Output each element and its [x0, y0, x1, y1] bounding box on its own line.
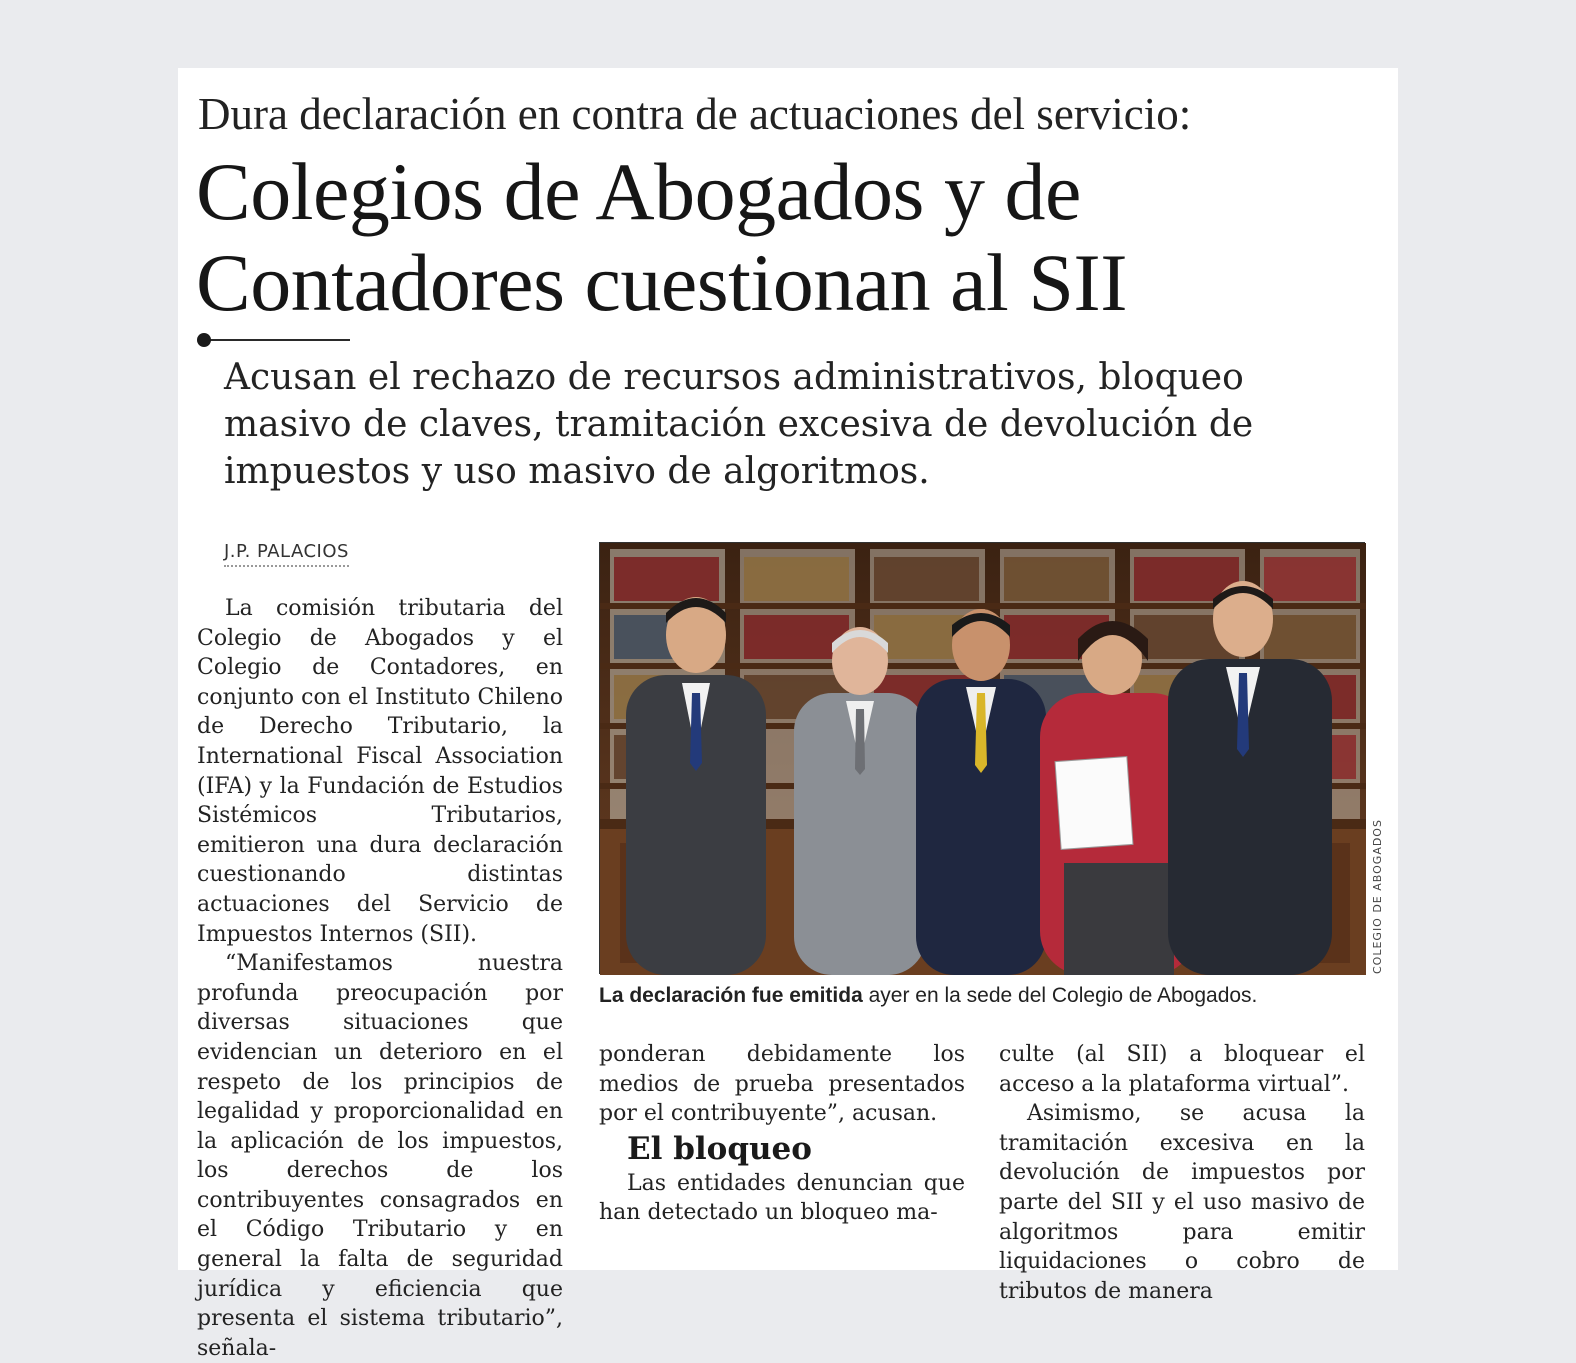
col3-paragraph-1: culte (al SII) a bloquear el acceso a la plataforma virtual”.	[999, 1042, 1365, 1097]
col2-paragraph-1: ponderan debidamente los medios de prueba presentados por el contribuyente”, acusan.	[599, 1042, 965, 1127]
deck-summary: Acusan el rechazo de recursos administrativos, bloqueo masivo de claves, tramitación excesiva de devolución de impuestos y uso masivo de algoritmos.	[224, 357, 1254, 492]
divider-rule	[200, 339, 350, 341]
photo-credit: COLEGIO DE ABOGADOS	[1371, 819, 1384, 974]
divider-dot	[197, 333, 211, 347]
headline-line-2: Contadores cuestionan al SII	[196, 237, 1128, 328]
col1-paragraph-1: La comisión tributaria del Colegio de Abogados y el Colegio de Contadores, en conjunto con el Instituto Chileno de Derecho Tributario, la International Fiscal Association (IFA) y la Fundación de Estudios Sistémicos Tributarios, emitieron una dura declaración cuestionando distintas actuaciones del Servicio de Impuestos Internos (SII).	[197, 596, 563, 947]
caption-text: ayer en la sede del Colegio de Abogados.	[862, 984, 1258, 1007]
article-photo	[599, 542, 1365, 974]
caption-lead: La declaración fue emitida	[599, 984, 863, 1007]
headline	[196, 146, 1376, 328]
column-2	[599, 1040, 965, 1228]
col3-paragraph-2: Asimismo, se acusa la tramitación excesiva en la devolución de impuestos por parte del SII y el uso masivo de algoritmos para emitir liquidaciones o cobro de tributos de manera	[999, 1101, 1365, 1304]
headline-line-1: Colegios de Abogados y de	[196, 146, 1081, 237]
kicker: Dura declaración en contra de actuaciones del servicio:	[198, 89, 1192, 139]
photo-caption	[599, 982, 1379, 1010]
section-subhead: El bloqueo	[627, 1130, 812, 1167]
col1-paragraph-2: “Manifestamos nuestra profunda preocupación por diversas situaciones que evidencian un deterioro en el respeto de los principios de legalidad y proporcionalidad en la aplicación de los impuestos, los derechos de los contribuyentes consagrados en el Código Tributario y en general la falta de seguridad jurídica y eficiencia que presenta el sistema tributario”, señala-	[197, 951, 563, 1361]
newspaper-page	[178, 68, 1398, 1361]
photo-illustration	[600, 543, 1366, 975]
col2-paragraph-2: Las entidades denuncian que han detectado un bloqueo ma-	[599, 1170, 965, 1226]
column-1	[197, 594, 563, 1363]
byline: J.P. PALACIOS	[224, 541, 349, 567]
column-3	[999, 1040, 1365, 1306]
